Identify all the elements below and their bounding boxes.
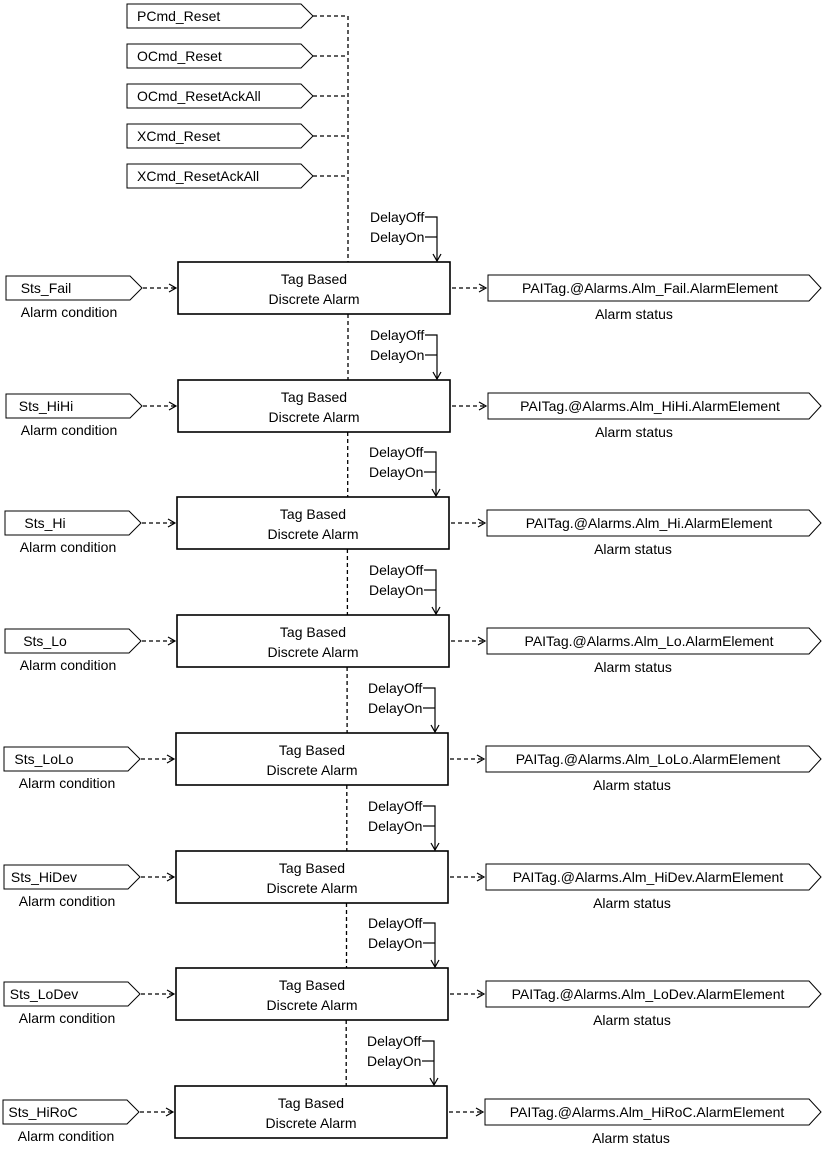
alarm-output [449,1099,821,1146]
alarm-input [5,511,175,555]
reset-tag-label: OCmd_Reset [137,48,222,64]
input-tag-label: Sts_LoDev [9,986,79,1002]
alarm-status-caption: Alarm status [593,895,671,911]
delay-arrow [423,806,435,850]
alarm-status-caption: Alarm status [593,777,671,793]
alarm-condition-caption: Alarm condition [20,304,118,320]
input-tag-label: Sts_Lo [23,633,67,649]
reset-tag-label: OCmd_ResetAckAll [137,88,261,104]
output-tag-label: PAITag.@Alarms.Alm_Fail.AlarmElement [522,280,778,296]
alarm-condition-caption: Alarm condition [20,422,118,438]
alarm-condition-caption: Alarm condition [17,1128,115,1144]
delay-off-label: DelayOff [367,1033,422,1049]
alarm-row-sts-hi [5,444,821,557]
delay-arrow [425,335,437,379]
alarm-row-sts-hiroc [3,1033,821,1146]
output-tag-label: PAITag.@Alarms.Alm_HiDev.AlarmElement [512,869,784,885]
delay-arrow [422,1041,434,1085]
delay-off-label: DelayOff [370,209,425,225]
delay-off-label: DelayOff [369,562,424,578]
alarm-output [450,746,821,793]
reset-tag-label: XCmd_Reset [137,128,221,144]
alarm-row-sts-hidev [4,798,821,911]
output-tag-label: PAITag.@Alarms.Alm_HiHi.AlarmElement [520,398,780,414]
alarm-condition-caption: Alarm condition [19,539,117,555]
input-tag-label: Sts_LoLo [14,751,74,767]
block-title-line2: Discrete Alarm [268,291,360,307]
delay-arrow [423,688,435,732]
output-tag-label: PAITag.@Alarms.Alm_LoDev.AlarmElement [511,986,785,1002]
reset-tag-label: XCmd_ResetAckAll [137,168,260,184]
delay-on-label: DelayOn [368,935,423,951]
input-tag-label: Sts_Hi [24,515,66,531]
alarm-input [4,865,174,909]
block-title-line2: Discrete Alarm [267,644,359,660]
delay-on-label: DelayOn [369,464,424,480]
input-tag-label: Sts_HiRoC [8,1104,78,1120]
delay-arrow [424,570,436,614]
block-title-line2: Discrete Alarm [265,1115,357,1131]
alarm-status-caption: Alarm status [594,541,672,557]
alarm-output [450,864,821,911]
delay-off-label: DelayOff [370,327,425,343]
delay-off-label: DelayOff [369,444,424,460]
alarm-condition-caption: Alarm condition [19,657,117,673]
alarm-output [451,628,821,675]
output-tag-label: PAITag.@Alarms.Alm_HiRoC.AlarmElement [509,1104,785,1120]
delay-on-label: DelayOn [368,818,423,834]
block-title-line1: Tag Based [278,860,346,876]
tag-based-discrete-alarm-block [178,262,450,314]
block-title-line2: Discrete Alarm [266,997,358,1013]
block-title-line1: Tag Based [278,977,346,993]
alarm-row-sts-lodev [4,915,821,1028]
block-title-line1: Tag Based [278,742,346,758]
delay-arrow [424,452,436,496]
alarm-condition-caption: Alarm condition [18,1010,116,1026]
block-title-line1: Tag Based [279,506,347,522]
delay-on-label: DelayOn [369,582,424,598]
delay-on-label: DelayOn [368,700,423,716]
block-title-line1: Tag Based [277,1095,345,1111]
alarm-output [452,393,821,440]
alarm-row-sts-lolo [4,680,821,793]
alarm-status-caption: Alarm status [595,306,673,322]
block-title-line2: Discrete Alarm [267,526,359,542]
alarm-output [452,275,821,322]
alarm-condition-caption: Alarm condition [18,893,116,909]
reset-command-ocmd-reset [127,44,348,68]
reset-command-pcmd-reset [127,4,348,28]
alarm-input [6,394,176,438]
block-title-line1: Tag Based [280,389,348,405]
reset-command-xcmd-reset [127,124,348,148]
tag-based-discrete-alarm-block [176,733,448,785]
input-tag-label: Sts_Fail [20,280,72,296]
tag-based-discrete-alarm-block [178,380,450,432]
tag-based-discrete-alarm-block [176,968,448,1020]
alarm-row-sts-fail [6,209,821,322]
alarm-row-sts-hihi [6,327,821,440]
reset-tag-label: PCmd_Reset [137,8,221,24]
block-title-line2: Discrete Alarm [266,762,358,778]
delay-arrow [423,923,435,967]
delay-off-label: DelayOff [368,680,423,696]
output-tag-label: PAITag.@Alarms.Alm_Lo.AlarmElement [524,633,774,649]
alarm-status-caption: Alarm status [595,424,673,440]
alarm-row-sts-lo [5,562,821,675]
alarm-condition-caption: Alarm condition [18,775,116,791]
alarm-output [450,981,821,1028]
delay-arrow [425,217,437,261]
alarm-status-caption: Alarm status [592,1130,670,1146]
alarm-output [451,510,821,557]
delay-off-label: DelayOff [368,915,423,931]
block-title-line2: Discrete Alarm [268,409,360,425]
tag-based-discrete-alarm-block [176,851,448,903]
tag-based-discrete-alarm-block [177,615,449,667]
delay-on-label: DelayOn [370,229,425,245]
delay-off-label: DelayOff [368,798,423,814]
alarm-input [4,982,174,1026]
alarm-status-caption: Alarm status [594,659,672,675]
alarm-input [6,276,176,320]
output-tag-label: PAITag.@Alarms.Alm_Hi.AlarmElement [525,515,773,531]
delay-on-label: DelayOn [367,1053,422,1069]
output-tag-label: PAITag.@Alarms.Alm_LoLo.AlarmElement [515,751,781,767]
tag-based-discrete-alarm-block [177,497,449,549]
alarm-status-caption: Alarm status [593,1012,671,1028]
delay-on-label: DelayOn [370,347,425,363]
reset-command-ocmd-resetackall [127,84,348,108]
reset-command-xcmd-resetackall [127,164,348,188]
block-title-line1: Tag Based [279,624,347,640]
block-title-line1: Tag Based [280,271,348,287]
alarm-input [4,747,174,791]
alarm-input [5,629,175,673]
input-tag-label: Sts_HiHi [18,398,74,414]
alarm-input [3,1100,173,1144]
block-title-line2: Discrete Alarm [266,880,358,896]
input-tag-label: Sts_HiDev [10,869,78,885]
tag-based-discrete-alarm-block [175,1086,447,1138]
